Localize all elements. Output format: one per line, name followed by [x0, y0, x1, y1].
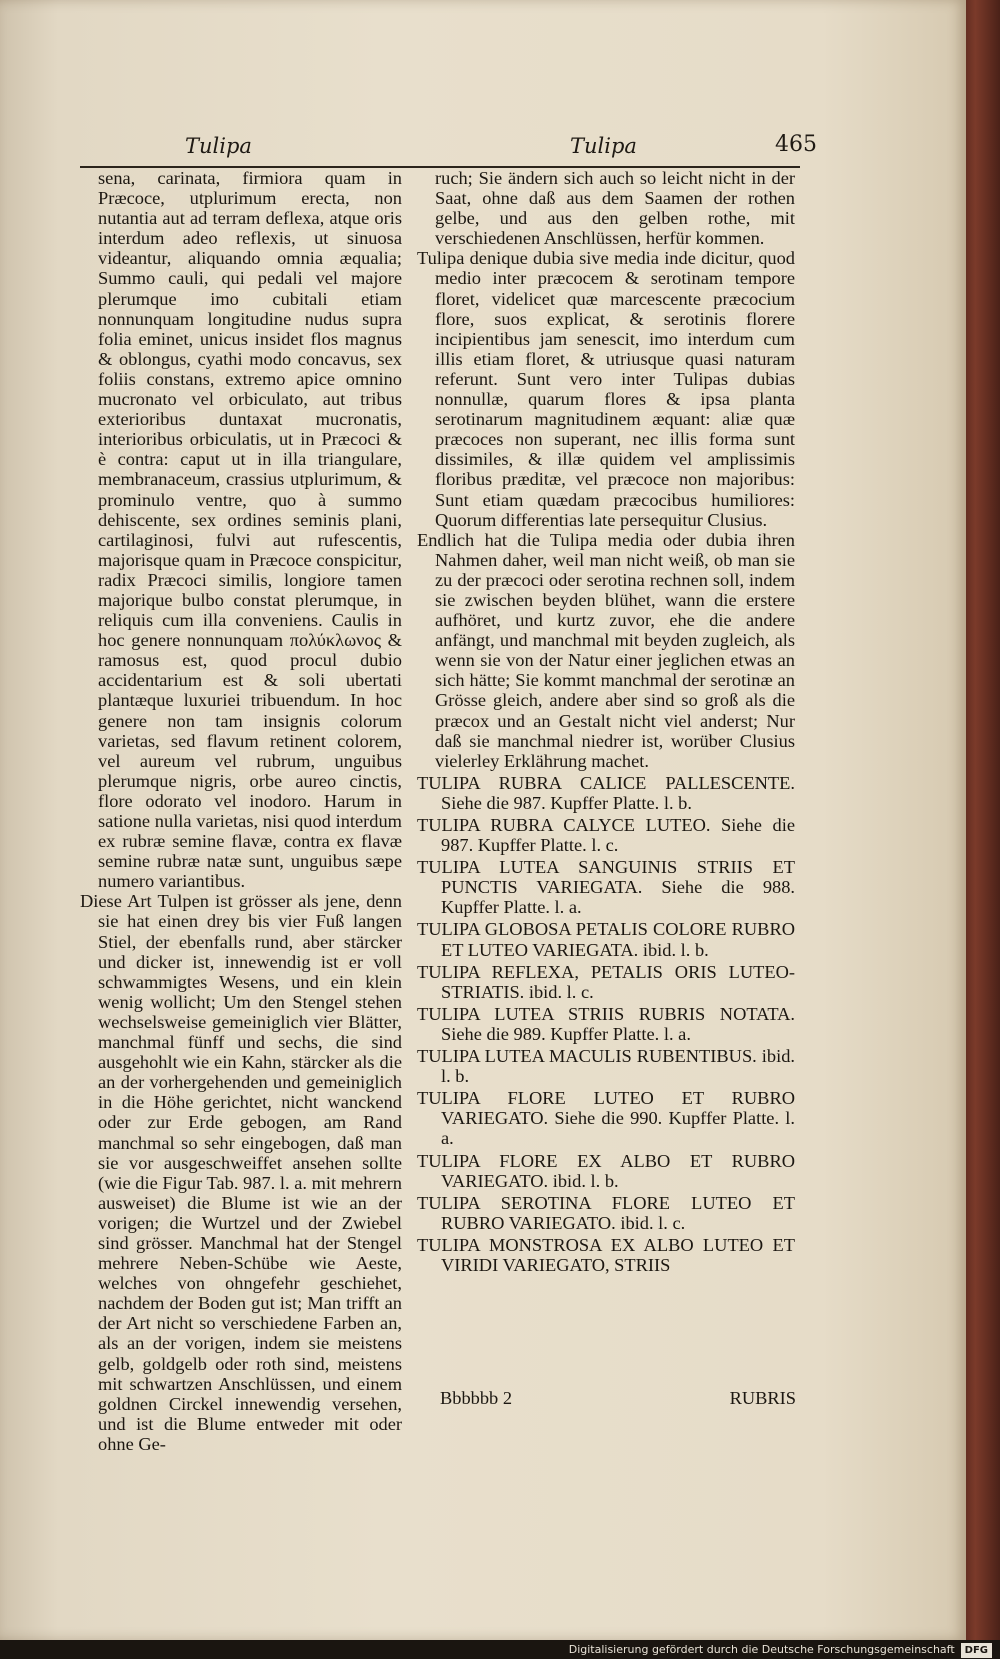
- left-column: [80, 168, 402, 1454]
- species-entry: TULIPA SEROTINA FLORE LUTEO ET RUBRO VARIEGATO. ibid. l. c.: [417, 1192, 795, 1233]
- catchline: [440, 1388, 796, 1412]
- right-column: [417, 168, 795, 1275]
- running-header: [40, 132, 817, 162]
- dfg-logo: DFG: [961, 1643, 992, 1658]
- species-entry: TULIPA REFLEXA, PETALIS ORIS LUTEO-STRIATIS. ibid. l. c.: [417, 961, 795, 1002]
- footer-credit: Digitalisierung gefördert durch die Deutsche Forschungsgemeinschaft: [568, 1643, 955, 1656]
- german-continuation: ruch; Sie ändern sich auch so leicht nicht in der Saat, ohne daß aus dem Saamen der rothen gelbe, und aus den gelben rothe, mit verschiedenen Anschlüssen, herfür kommen.: [435, 168, 795, 249]
- running-title-center: Tulipa: [570, 134, 637, 158]
- species-entry: TULIPA RUBRA CALICE PALLESCENTE. Siehe die 987. Kupffer Platte. l. b.: [417, 772, 795, 813]
- german-paragraph-media: Endlich hat die Tulipa media oder dubia ihren Nahmen daher, weil man nicht weiß, ob man sie zu der præcoci oder serotina rechnen soll, indem sie zwischen beyden blühet, wann die erstere aufhöret, und kurtz zuvor, ehe die andere anfängt, und manchmal mit beyden zugleich, als wenn sie von der Natur einer jeglichen etwas an sich hätte; Sie kommt manchmal der serotinæ an Grösse gleich, andere aber sind so groß als die præcox und an Gestalt nicht viel anderst; Nur daß sie manchmal niedrer ist, worüber Clusius vielerley Erklährung machet.: [417, 529, 795, 771]
- latin-paragraph-serotina: sena, carinata, firmiora quam in Præcoce, utplurimum erecta, non nutantia aut ad terram deflexa, atque oris interdum adeo reflexis, ut sinuosa videantur, aliquando omnia æqualia; Summo cauli, qui pedali vel majore plerumque imo cubitali etiam nonnunquam longitudine nudus supra folia eminet, unicus insidet flos magnus & oblongus, cyathi modo concavus, sex foliis constans, extremo apice omnino mucronato vel orbiculato, aut tribus exterioribus duntaxat mucronatis, interioribus orbiculatis, ut in Præcoci & è contra: caput ut in illa triangulare, membranaceum, crassius utplurimum, & prominulo ventre, quo à summo dehiscente, sex ordines seminis plani, cartilaginosi, fulvi aut rufescentis, majorisque quam in Præcoce conspicitur, radix Præcoci similis, longiore tamen majorique bulbo constat plerumque, in reliquis cum illa conveniens. Caulis in hoc genere nonnunquam πολύκλωνος & ramosus est, quod procul dubio accidentarium est & soli ubertati plantæque luxuriei tribuendum. In hoc genere non tam insignis colorum varietas, sed flavum retinent colorem, vel aureum vel rubrum, unguibus plerumque nigris, orbe aureo cinctis, flore odorato vel inodoro. Harum in satione nulla varietas, nisi quod interdum ex rubræ semine flavæ, contra ex flavæ semine rubræ natæ sunt, unguibus sæpe numero variantibus.: [98, 168, 402, 892]
- species-entry: TULIPA LUTEA STRIIS RUBRIS NOTATA. Siehe die 989. Kupffer Platte. l. a.: [417, 1003, 795, 1044]
- species-entry: TULIPA FLORE EX ALBO ET RUBRO VARIEGATO. ibid. l. b.: [417, 1150, 795, 1191]
- species-entry: TULIPA GLOBOSA PETALIS COLORE RUBRO ET LUTEO VARIEGATA. ibid. l. b.: [417, 919, 795, 960]
- german-paragraph-serotina: Diese Art Tulpen ist grösser als jene, denn sie hat einen drey bis vier Fuß langen Stiel, der ebenfalls rund, aber stärcker und dicker ist, innewendig ist er voll schwammigtes Wesens, und ein klein wenig wollicht; Um den Stengel stehen wechselsweise gemeiniglich vier Blätter, manchmal fünff und sechs, die sind ausgehohlt wie ein Kahn, stärcker als die an der vorhergehenden und gemeiniglich in die Höhe gerichtet, nicht wanckend oder zur Erde gebogen, am Rand manchmal so sehr eingebogen, daß man sie vor ausgeschweiffet ansehen sollte (wie die Figur Tab. 987. l. a. mit mehrern ausweiset) die Blume ist wie an der vorigen; die Wurtzel und der Zwiebel sind grösser. Manchmal hat der Stengel mehrere Neben-Schübe wie Aeste, welches von ohngefehr geschiehet, nachdem der Boden gut ist; Man trifft an der Art nicht so verschiedene Farben an, als an der vorigen, indem sie meistens gelb, goldgelb oder roth sind, meistens mit schwartzen Anschlüssen, und einem goldnen Circkel innewendig versehen, und ist die Blume entweder mit oder ohne Ge-: [80, 891, 402, 1454]
- species-entry: TULIPA RUBRA CALYCE LUTEO. Siehe die 987. Kupffer Platte. l. c.: [417, 815, 795, 856]
- book-edge: [962, 0, 1000, 1659]
- species-entry: TULIPA FLORE LUTEO ET RUBRO VARIEGATO. Siehe die 990. Kupffer Platte. l. a.: [417, 1088, 795, 1149]
- page-number: 465: [775, 132, 817, 157]
- running-title-left: Tulipa: [185, 134, 252, 158]
- signature-mark: Bbbbbb 2: [440, 1388, 513, 1408]
- species-entry: TULIPA MONSTROSA EX ALBO LUTEO ET VIRIDI VARIEGATO, STRIIS: [417, 1234, 795, 1275]
- digitization-footer: [0, 1640, 1000, 1659]
- species-entry: TULIPA LUTEA SANGUINIS STRIIS ET PUNCTIS VARIEGATA. Siehe die 988. Kupffer Platte. l. a.: [417, 857, 795, 918]
- species-entry: TULIPA LUTEA MACULIS RUBENTIBUS. ibid. l. b.: [417, 1046, 795, 1087]
- catchword: RUBRIS: [729, 1388, 796, 1408]
- latin-paragraph-media: Tulipa denique dubia sive media inde dicitur, quod medio inter præcocem & serotinam tempore floret, videlicet quæ marcescente præcocium flore, suos explicat, & serotinis florere incipientibus jam senescit, imo interdum cum illis etiam floret, & utriusque quasi naturam referunt. Sunt vero inter Tulipas dubias nonnullæ, quarum flores & ipsa planta serotinarum magnitudinem æquant: aliæ quæ præcoces non superant, nec illis forma sunt dissimiles, & illæ quidem vel amplissimis floribus præditæ, vel præcoce non majoribus: Sunt etiam quædam præcocibus humiliores: Quorum differentias late persequitur Clusius.: [417, 248, 795, 530]
